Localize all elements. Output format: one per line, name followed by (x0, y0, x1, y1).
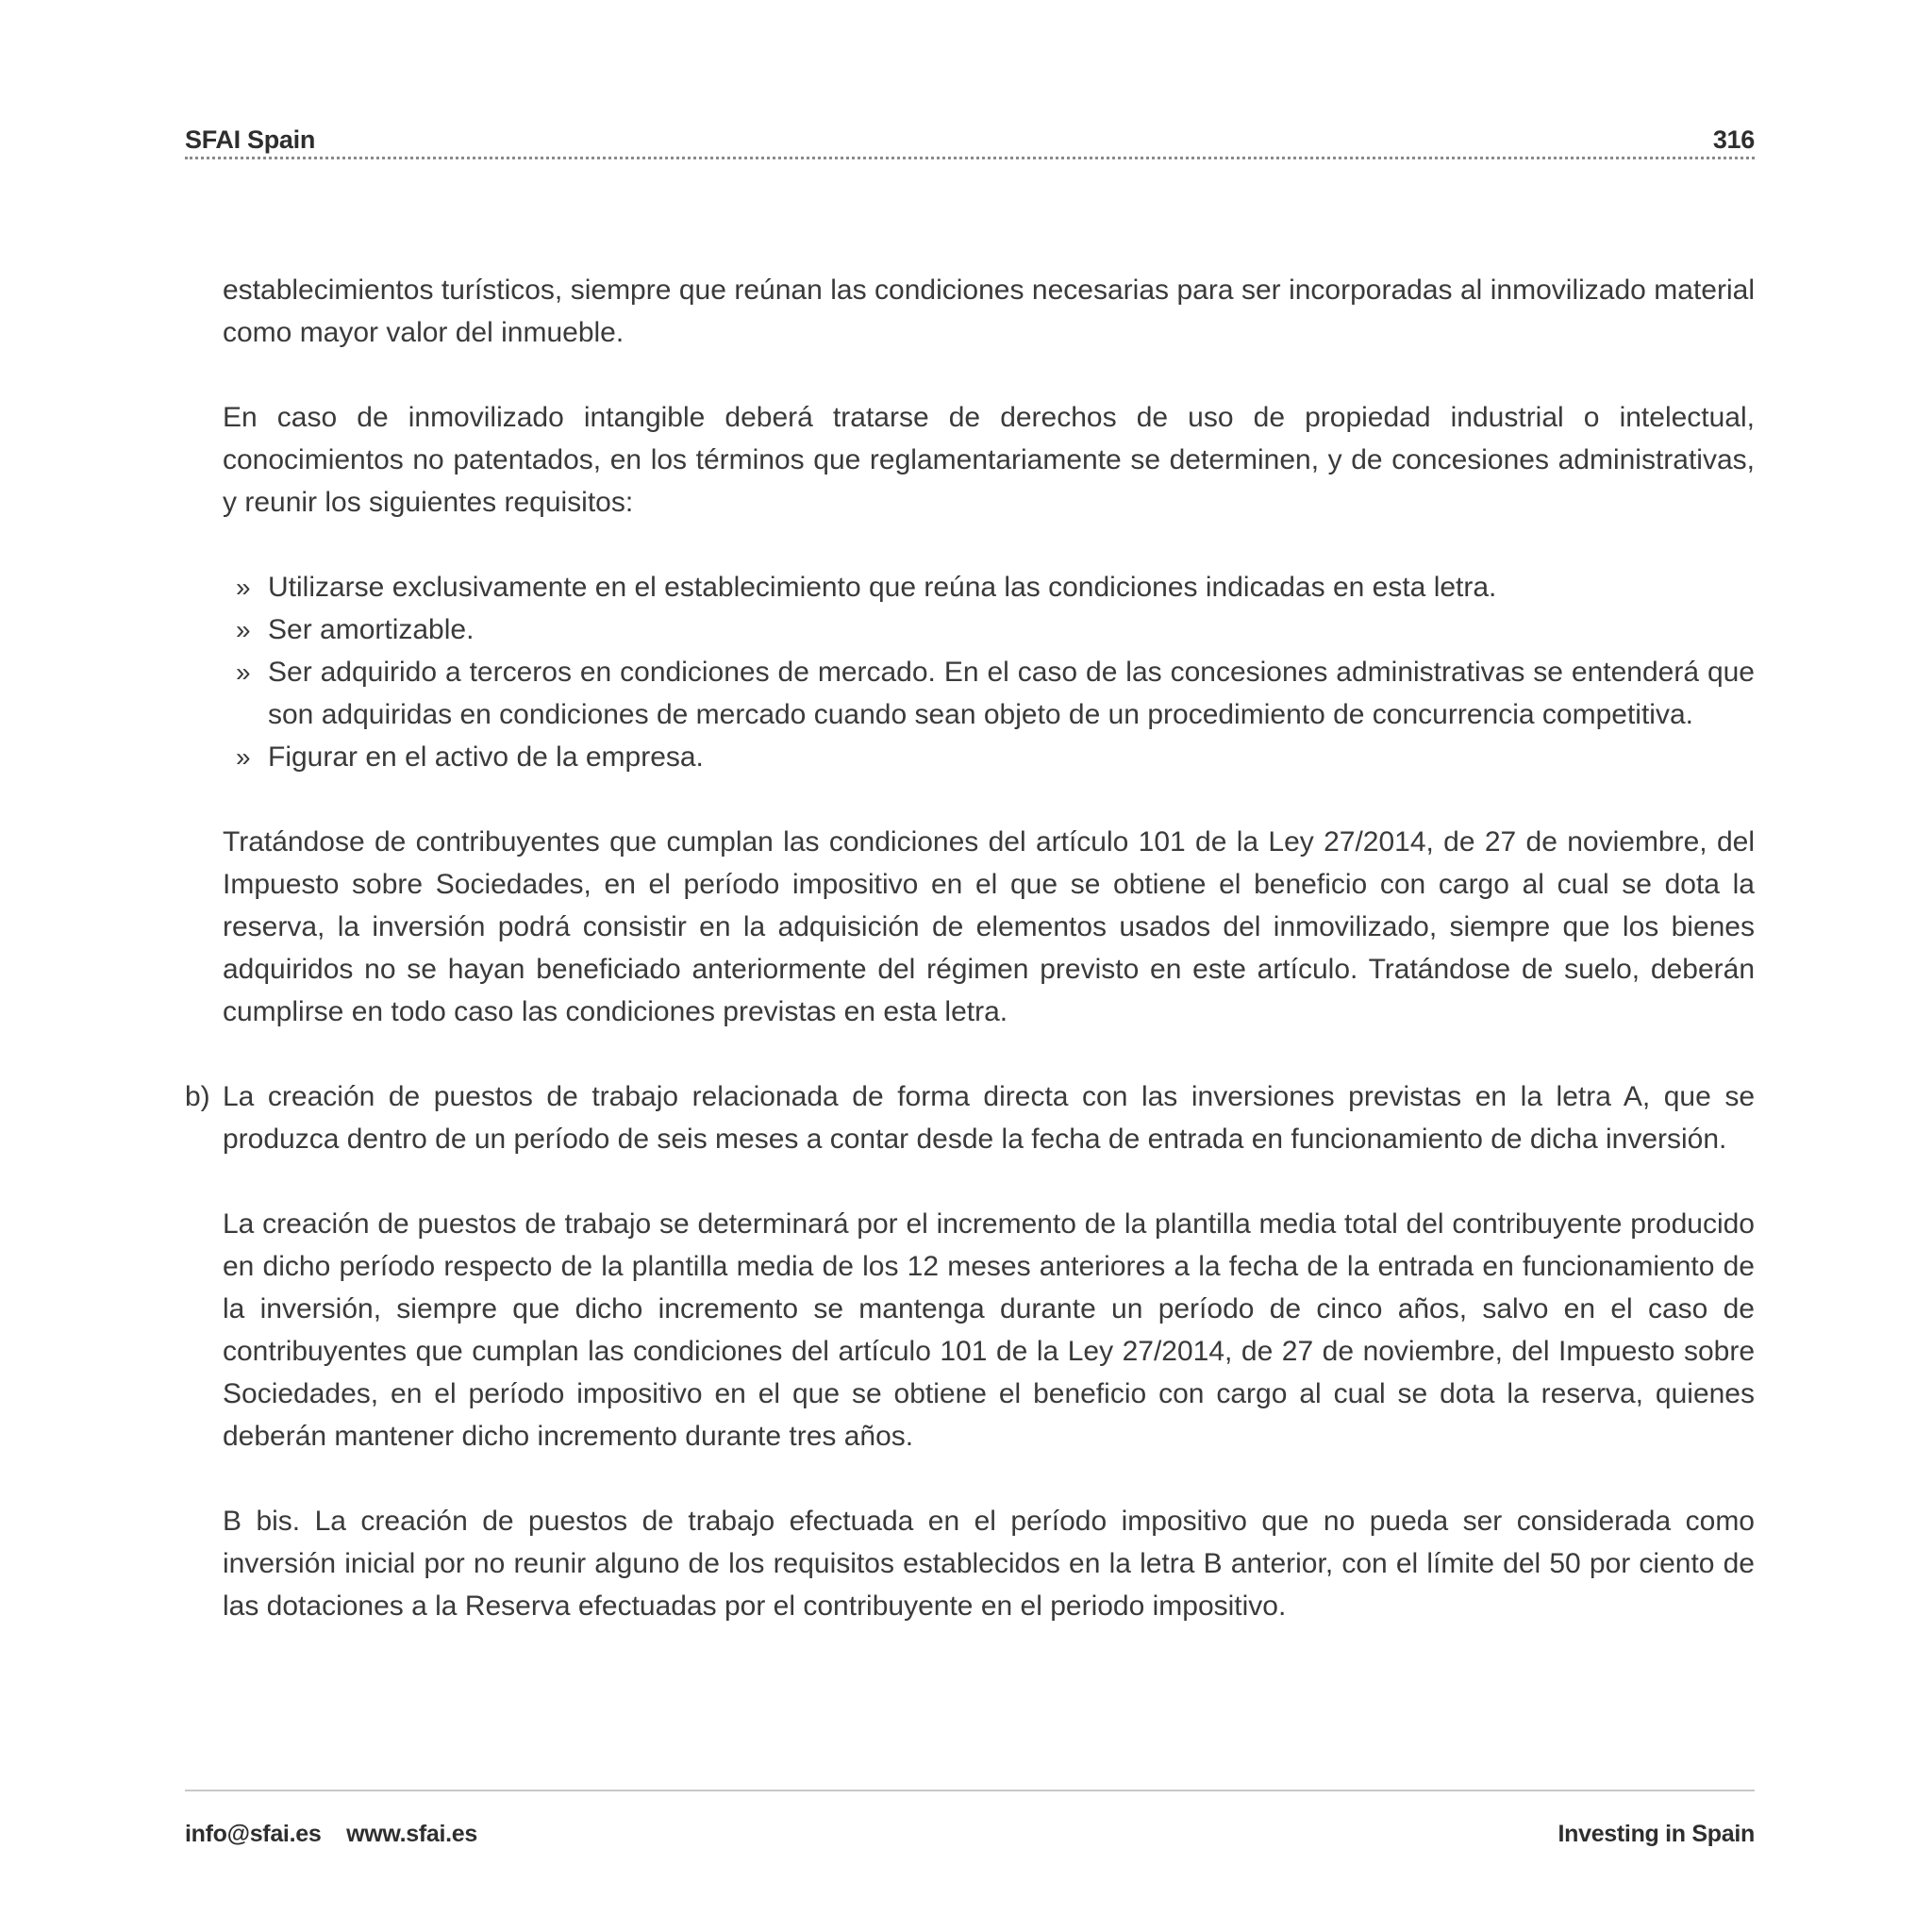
paragraph-establecimientos: establecimientos turísticos, siempre que reúnan las condiciones necesarias para ser incorporadas al inmovilizado material como mayor valor del inmueble. (223, 275, 1755, 348)
footer-email: info@sfai.es (185, 1821, 322, 1847)
bullet-marker: » (236, 742, 251, 772)
requirements-list (223, 566, 1755, 778)
footer-contact (185, 1821, 477, 1848)
item-b (185, 1075, 1755, 1160)
item-b-label: b) (185, 1081, 210, 1112)
bullet-marker: » (236, 615, 251, 644)
paragraph-inmovilizado-intangible-text: En caso de inmovilizado intangible deberá tratarse de derechos de uso de propiedad industrial o intelectual, conocimientos no patentados, en los términos que reglamentariamente se determinen, y de concesiones administrativas, y reunir los siguientes requisitos: (223, 402, 1755, 518)
page-number: 316 (1712, 125, 1755, 154)
list-item-text: Ser amortizable. (268, 614, 475, 645)
footer-divider (185, 1790, 1755, 1791)
page-footer (185, 1821, 1755, 1848)
bullet-marker: » (236, 658, 251, 687)
list-item-text: Ser adquirido a terceros en condiciones de mercado. En el caso de las concesiones administrativas se entenderá que son adquiridas en condiciones de mercado cuando sean objeto de un procedimiento de concurrencia competitiva. (268, 657, 1755, 730)
page-body (185, 269, 1755, 1670)
paragraph-b-bis: B bis. La creación de puestos de trabajo efectuada en el período impositivo que no pueda ser considerada como inversión inicial por no reunir alguno de los requisitos establecidos en la letra B anterior, con el límite del 50 por ciento de las dotaciones a la Reserva efectuadas por el contribuyente en el periodo impositivo. (223, 1506, 1755, 1622)
list-item-text: Utilizarse exclusivamente en el establecimiento que reúna las condiciones indicadas en esta letra. (268, 572, 1497, 603)
list-item (223, 608, 1755, 651)
footer-website: www.sfai.es (346, 1821, 477, 1847)
list-item-text: Figurar en el activo de la empresa. (268, 741, 704, 773)
paragraph-contribuyentes: Tratándose de contribuyentes que cumplan las condiciones del artículo 101 de la Ley 27/2014, de 27 de noviembre, del Impuesto sobre Sociedades, en el período impositivo en el que se obtiene el beneficio con cargo al cual se dota la reserva, la inversión podrá consistir en la adquisición de elementos usados del inmovilizado, siempre que los bienes adquiridos no se hayan beneficiado anteriormente del régimen previsto en este artículo. Tratándose de suelo, deberán cumplirse en todo caso las condiciones previstas en esta letra. (223, 826, 1755, 1027)
paragraph-creacion-puestos: La creación de puestos de trabajo se determinará por el incremento de la plantilla media total del contribuyente producido en dicho período respecto de la plantilla media de los 12 meses anteriores a la fecha de la entrada en funcionamiento de la inversión, siempre que dicho incremento se mantenga durante un período de cinco años, salvo en el caso de contribuyentes que cumplan las condiciones del artículo 101 de la Ley 27/2014, de 27 de noviembre, del Impuesto sobre Sociedades, en el período impositivo en el que se obtiene el beneficio con cargo al cual se dota la reserva, quienes deberán mantener dicho incremento durante tres años. (223, 1208, 1755, 1452)
item-b-text: La creación de puestos de trabajo relacionada de forma directa con las inversiones previstas en la letra A, que se produzca dentro de un período de seis meses a contar desde la fecha de entrada en funcionamiento de dicha inversión. (223, 1081, 1755, 1155)
footer-publication: Investing in Spain (1557, 1821, 1755, 1847)
header-title: SFAI Spain (185, 125, 316, 154)
list-item (223, 651, 1755, 736)
paragraph-inmovilizado-intangible (223, 396, 1755, 524)
list-item (223, 736, 1755, 778)
header-dotted-divider (185, 157, 1755, 159)
list-item (223, 566, 1755, 608)
bullet-marker: » (236, 573, 251, 602)
page-header (185, 106, 1755, 155)
